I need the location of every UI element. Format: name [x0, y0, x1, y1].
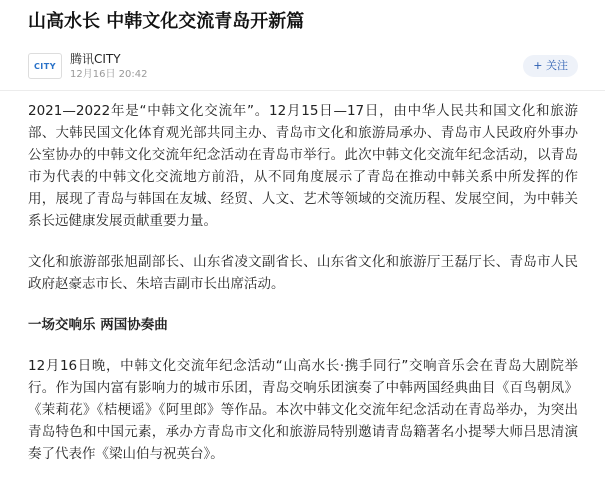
- follow-button[interactable]: + 关注: [523, 55, 578, 77]
- article-body: [28, 100, 578, 465]
- divider: [0, 90, 605, 91]
- paragraph: 文化和旅游部张旭副部长、山东省凌文副省长、山东省文化和旅游厅王磊厅长、青岛市人民政府赵豪志市长、朱培吉副市长出席活动。: [28, 254, 578, 292]
- publish-time: 12月16日 20:42: [70, 69, 148, 80]
- paragraph: 2021—2022年是“中韩文化交流年”。12月15日—17日，由中华人民共和国文化和旅游部、大韩民国文化体育观光部共同主办、青岛市文化和旅游局承办、青岛市人民政府外事办公室协办的中韩文化交流年纪念活动在青岛市举行。此次中韩文化交流年纪念活动，以青岛市为代表的中韩文化交流地方前沿，从不同角度展示了青岛在推动中韩关系中所发挥的作用，展现了青岛与韩国在友城、经贸、人文、艺术等领域的交流历程、发展空间，为中韩关系长远健康发展贡献重要力量。: [28, 103, 578, 229]
- paragraph: 12月16日晚，中韩文化交流年纪念活动“山高水长·携手同行”交响音乐会在青岛大剧院举行。作为国内富有影响力的城市乐团，青岛交响乐团演奏了中韩两国经典曲目《百鸟朝凤》《茉莉花》《桔梗谣》《阿里郎》等作品。本次中韩文化交流年纪念活动在青岛举办，为突出青岛特色和中国元素，承办方青岛市文化和旅游局特别邀请青岛籍著名小提琴大师吕思清演奏了代表作《梁山伯与祝英台》。: [28, 358, 578, 462]
- page-title: 山高水长 中韩文化交流青岛开新篇: [28, 11, 305, 32]
- author-bar: [28, 51, 578, 83]
- section-heading: 一场交响乐 两国协奏曲: [28, 317, 168, 333]
- author-name[interactable]: 腾讯CITY: [70, 52, 121, 66]
- author-logo[interactable]: CITY: [28, 53, 62, 79]
